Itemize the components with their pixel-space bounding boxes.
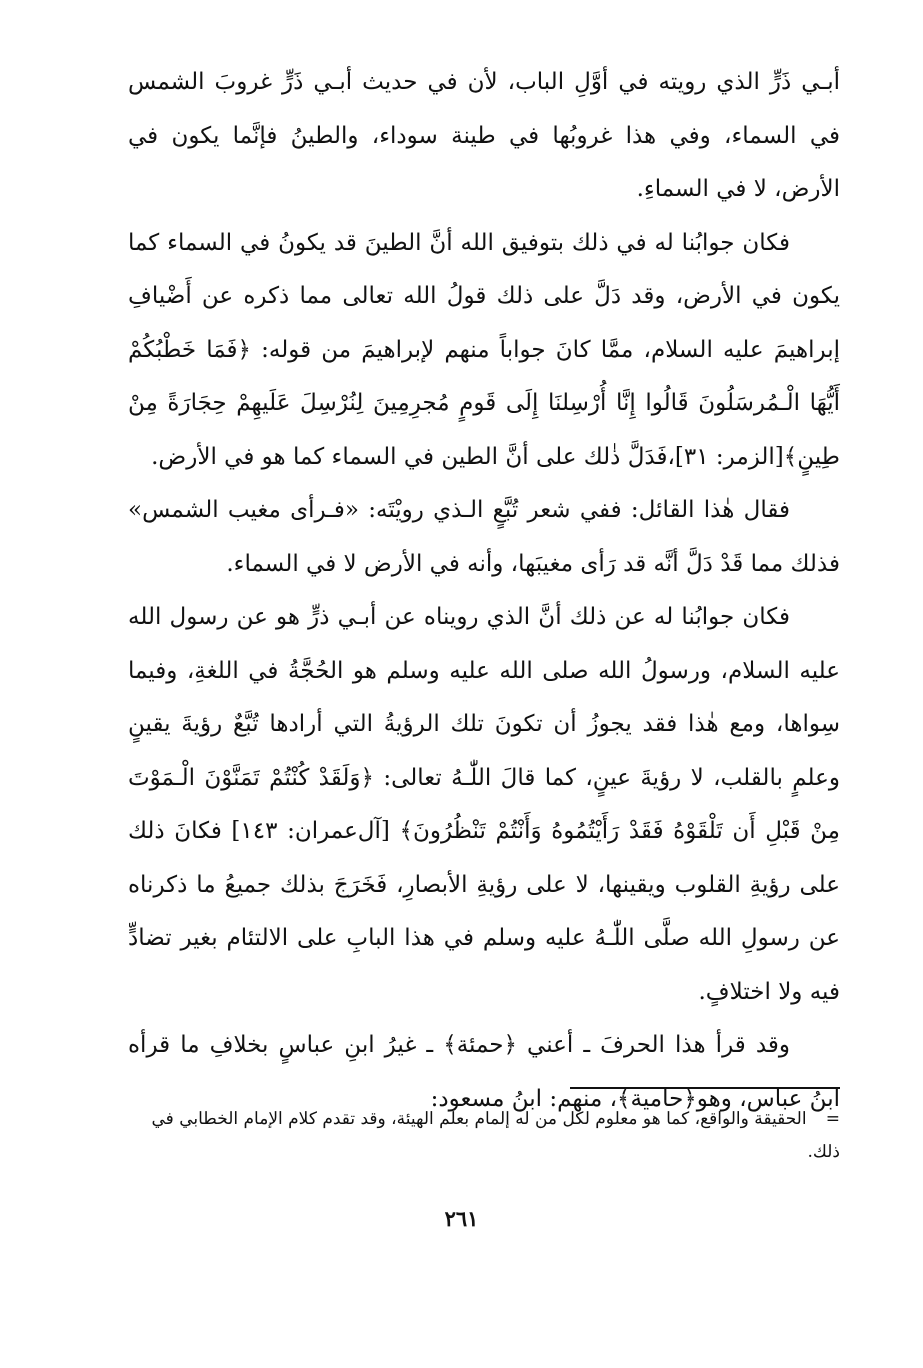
footnote-divider (570, 1087, 840, 1089)
footnote-text: الحقيقة والواقع، كما هو معلوم لكل من له إلمام بعلم الهيئة، وقد تقدم كلام الإمام الخطابي في ذلك. (151, 1109, 840, 1162)
footnote-marker: = (825, 1109, 840, 1129)
paragraph-4: فكان جوابُنا له عن ذلك أنَّ الذي رويناه عن أبـي ذرٍّ هو عن رسول الله عليه السلام، ورسولُ الله صلى الله عليه وسلم هو الحُجَّةُ في اللغةِ، وفيما سِواها، ومع هٰذا فقد يجوزُ أن تكونَ تلك الرؤيةُ التي أرادها تُبَّعٌ رؤيةَ يقينٍ وعلمٍ بالقلب، لا رؤيةَ عينٍ، كما قالَ اللّٰـهُ تعالى: ﴿وَلَقَدْ كُنْتُمْ تَمَنَّوْنَ الْـمَوْتَ مِنْ قَبْلِ أَن تَلْقَوْهُ فَقَدْ رَأَيْتُمُوهُ وَأَنْتُمْ تَنْظُرُونَ﴾ [آل‌عمران: ١٤٣] فكانَ ذلك على رؤيةِ القلوب ويقينها، لا على رؤيةِ الأبصارِ، فَخَرَجَ بذلك جميعُ ما ذكرناه عن رسولِ الله صلَّى اللّٰـهُ عليه وسلم في هذا البابِ على الالتئام بغير تضادٍّ فيه ولا اختلافٍ. (128, 604, 840, 1005)
paragraph-3: فقال هٰذا القائل: ففي شعر تُبَّعٍ الـذي رويْتَه: «فـرأى مغيب الشمس» فذلك مما قَدْ دَلَّ أنَّه قد رَأى مغيبَها، وأنه في الأرض لا في السماء. (128, 497, 840, 577)
paragraph-2: فكان جوابُنا له في ذلك بتوفيق الله أنَّ الطينَ قد يكونُ في السماء كما يكون في الأرض، وقد دَلَّ على ذلك قولُ الله تعالى مما ذكره عن أَضْيافِ إبراهيمَ عليه السلام، ممَّا كانَ جواباً منهم لإبراهيمَ من قوله: ﴿فَمَا خَطْبُكُمْ أَيُّهَا الْـمُرسَلُونَ قَالُوا إِنَّا أُرْسِلنَا إِلَى قَومٍ مُجرِمِينَ لِنُرْسِلَ عَلَيهِمْ حِجَارَةً مِنْ طِينٍ﴾[الزمر: ٣١]،فَدَلَّ ذٰلك على أنَّ الطين في السماء كما هو في الأرض. (128, 229, 840, 470)
main-text (128, 56, 840, 1126)
paragraph-5: وقد قرأ هذا الحرفَ ـ أعني ﴿حمئة﴾ ـ غيرُ ابنِ عباسٍ بخلافِ ما قرأه ابنُ عباس، وهو﴿حامية﴾، منهم: ابنُ مسعود: (128, 1032, 840, 1112)
footnote (138, 1103, 840, 1169)
page-number: ٢٦١ (444, 1206, 479, 1231)
paragraph-1: أبـي ذَرٍّ الذي رويته في أوَّلِ الباب، لأن في حديث أبـي ذَرٍّ غروبَ الشمس في السماء، وفي هذا غروبُها في طينة سوداء، والطينُ فإنَّما يكون في الأرض، لا في السماءِ. (128, 69, 840, 202)
